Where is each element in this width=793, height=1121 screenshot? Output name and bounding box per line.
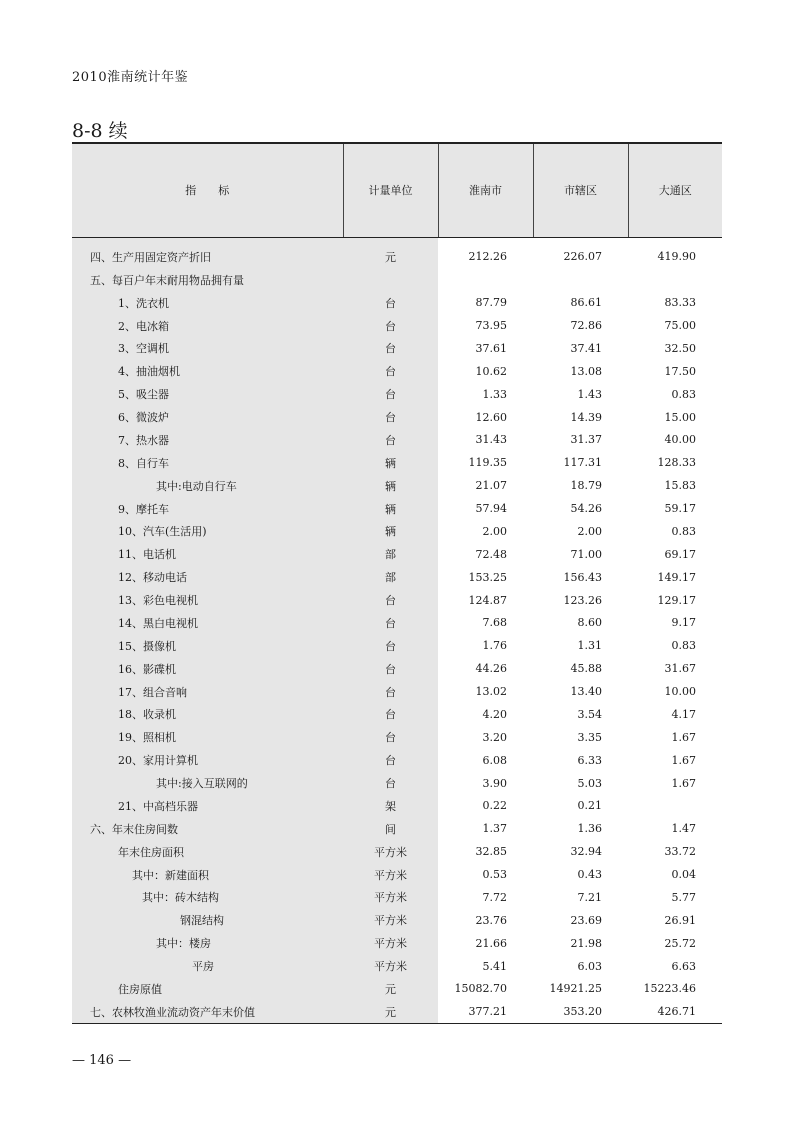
row-label: 七、农林牧渔业流动资产年末价值 (72, 1000, 343, 1023)
cell-huainan: 44.26 (475, 662, 507, 676)
column-header-datong: 大通区 (628, 143, 722, 237)
row-unit: 平方米 (343, 955, 438, 978)
cell-datong: 26.91 (664, 913, 696, 927)
row-unit: 台 (343, 314, 438, 337)
cell-shixiaqu: 3.35 (577, 730, 602, 744)
cell-datong: 0.83 (671, 524, 696, 538)
table-row (72, 451, 722, 474)
cell-shixiaqu: 8.60 (577, 616, 602, 630)
row-unit: 台 (343, 726, 438, 749)
table-row (72, 237, 722, 268)
cell-datong: 149.17 (657, 570, 696, 584)
row-unit: 台 (343, 749, 438, 772)
cell-datong: 15223.46 (643, 982, 696, 996)
cell-shixiaqu: 31.37 (570, 433, 602, 447)
cell-huainan: 7.72 (482, 890, 507, 904)
running-header: 2010淮南统计年鉴 (72, 70, 189, 85)
cell-shixiaqu: 23.69 (570, 913, 602, 927)
row-label: 2、电冰箱 (72, 314, 343, 337)
cell-shixiaqu: 1.31 (577, 639, 602, 653)
row-label: 平房 (72, 955, 343, 978)
row-label: 3、空调机 (72, 337, 343, 360)
row-label: 5、吸尘器 (72, 383, 343, 406)
cell-datong: 1.67 (671, 730, 696, 744)
cell-huainan: 87.79 (475, 296, 507, 310)
row-label: 7、热水器 (72, 429, 343, 452)
cell-datong: 0.04 (671, 868, 696, 882)
row-unit: 辆 (343, 520, 438, 543)
row-label: 钢混结构 (72, 909, 343, 932)
cell-huainan: 21.07 (475, 479, 507, 493)
cell-datong: 6.63 (671, 959, 696, 973)
row-label: 1、洗衣机 (72, 291, 343, 314)
cell-huainan: 72.48 (475, 547, 507, 561)
table-row (72, 360, 722, 383)
table-header-row (72, 143, 722, 237)
cell-datong: 9.17 (671, 616, 696, 630)
row-label: 住房原值 (72, 978, 343, 1001)
cell-datong: 69.17 (664, 547, 696, 561)
row-label: 其中：楼房 (72, 932, 343, 955)
cell-huainan: 119.35 (468, 456, 507, 470)
cell-datong: 15.00 (664, 410, 696, 424)
cell-huainan: 3.90 (482, 776, 507, 790)
row-unit: 台 (343, 429, 438, 452)
row-label: 16、影碟机 (72, 657, 343, 680)
cell-huainan: 23.76 (475, 913, 507, 927)
cell-huainan: 73.95 (475, 319, 507, 333)
cell-datong: 59.17 (664, 502, 696, 516)
table-row (72, 497, 722, 520)
table-row (72, 657, 722, 680)
cell-shixiaqu: 1.43 (577, 387, 602, 401)
row-unit: 平方米 (343, 909, 438, 932)
cell-huainan: 5.41 (482, 959, 507, 973)
cell-shixiaqu: 2.00 (577, 524, 602, 538)
cell-shixiaqu: 0.21 (577, 799, 602, 813)
row-unit: 平方米 (343, 863, 438, 886)
row-unit: 台 (343, 772, 438, 795)
cell-datong: 32.50 (664, 341, 696, 355)
row-unit: 台 (343, 337, 438, 360)
table-body (72, 237, 722, 1024)
table-row (72, 863, 722, 886)
cell-datong: 4.17 (671, 707, 696, 721)
row-label: 19、照相机 (72, 726, 343, 749)
cell-huainan: 37.61 (475, 341, 507, 355)
cell-shixiaqu: 226.07 (563, 250, 602, 264)
table-row (72, 337, 722, 360)
row-label: 12、移动电话 (72, 566, 343, 589)
row-label: 21、中高档乐器 (72, 795, 343, 818)
cell-shixiaqu: 6.33 (577, 753, 602, 767)
cell-shixiaqu: 123.26 (563, 593, 602, 607)
row-label: 11、电话机 (72, 543, 343, 566)
cell-shixiaqu: 156.43 (563, 570, 602, 584)
cell-datong (628, 268, 722, 291)
table-title: 8-8 续 (72, 120, 128, 142)
cell-shixiaqu: 14921.25 (549, 982, 602, 996)
table-row (72, 840, 722, 863)
cell-datong: 10.00 (664, 685, 696, 699)
cell-huainan: 212.26 (468, 250, 507, 264)
table-row (72, 612, 722, 635)
cell-datong: 1.67 (671, 776, 696, 790)
cell-datong: 40.00 (664, 433, 696, 447)
cell-huainan: 153.25 (468, 570, 507, 584)
column-header-unit: 计量单位 (343, 143, 438, 237)
table-row (72, 474, 722, 497)
row-label: 其中：新建面积 (72, 863, 343, 886)
cell-huainan: 12.60 (475, 410, 507, 424)
row-unit: 平方米 (343, 840, 438, 863)
cell-huainan: 0.22 (482, 799, 507, 813)
table-row (72, 749, 722, 772)
cell-huainan (438, 268, 533, 291)
row-unit: 辆 (343, 497, 438, 520)
table-row (72, 429, 722, 452)
cell-huainan: 57.94 (475, 502, 507, 516)
row-unit: 台 (343, 360, 438, 383)
statistics-table-container (72, 142, 722, 1024)
table-row (72, 772, 722, 795)
cell-huainan: 10.62 (475, 364, 507, 378)
cell-datong: 0.83 (671, 387, 696, 401)
cell-shixiaqu (533, 268, 628, 291)
cell-shixiaqu: 13.40 (570, 685, 602, 699)
row-label: 8、自行车 (72, 451, 343, 474)
cell-datong: 25.72 (664, 936, 696, 950)
cell-datong: 31.67 (664, 662, 696, 676)
row-unit: 辆 (343, 451, 438, 474)
row-unit: 元 (343, 978, 438, 1001)
cell-datong: 83.33 (664, 296, 696, 310)
cell-shixiaqu: 7.21 (577, 890, 602, 904)
cell-shixiaqu: 18.79 (570, 479, 602, 493)
cell-shixiaqu: 13.08 (570, 364, 602, 378)
cell-shixiaqu: 353.20 (533, 1000, 628, 1023)
cell-shixiaqu: 117.31 (563, 456, 602, 470)
table-row (72, 817, 722, 840)
cell-huainan: 0.53 (482, 868, 507, 882)
row-label: 14、黑白电视机 (72, 612, 343, 635)
row-label: 其中:电动自行车 (72, 474, 343, 497)
cell-huainan: 4.20 (482, 707, 507, 721)
row-label: 4、抽油烟机 (72, 360, 343, 383)
cell-shixiaqu: 72.86 (570, 319, 602, 333)
row-label: 年末住房面积 (72, 840, 343, 863)
cell-datong: 128.33 (657, 456, 696, 470)
row-label: 10、汽车(生活用) (72, 520, 343, 543)
table-row (72, 268, 722, 291)
cell-shixiaqu: 1.36 (577, 822, 602, 836)
row-unit: 平方米 (343, 932, 438, 955)
row-label: 18、收录机 (72, 703, 343, 726)
table-row (72, 680, 722, 703)
row-unit: 架 (343, 795, 438, 818)
row-label: 六、年末住房间数 (72, 817, 343, 840)
row-label: 20、家用计算机 (72, 749, 343, 772)
cell-datong: 419.90 (657, 250, 696, 264)
table-row (72, 406, 722, 429)
cell-huainan: 1.33 (482, 387, 507, 401)
row-unit: 元 (343, 1000, 438, 1023)
row-unit: 元 (343, 237, 438, 268)
table-row (72, 703, 722, 726)
cell-datong: 15.83 (664, 479, 696, 493)
table-row (72, 1000, 722, 1023)
cell-huainan: 377.21 (438, 1000, 533, 1023)
cell-huainan: 13.02 (475, 685, 507, 699)
cell-shixiaqu: 54.26 (570, 502, 602, 516)
cell-huainan: 1.37 (482, 822, 507, 836)
cell-huainan: 21.66 (475, 936, 507, 950)
cell-huainan: 124.87 (468, 593, 507, 607)
statistics-table (72, 142, 722, 1024)
cell-shixiaqu: 5.03 (577, 776, 602, 790)
row-unit: 台 (343, 406, 438, 429)
cell-shixiaqu: 37.41 (570, 341, 602, 355)
cell-datong: 17.50 (664, 364, 696, 378)
table-row (72, 589, 722, 612)
cell-huainan: 15082.70 (454, 982, 507, 996)
row-label: 15、摄像机 (72, 634, 343, 657)
column-header-shixiaqu: 市辖区 (533, 143, 628, 237)
row-unit: 台 (343, 680, 438, 703)
row-unit: 间 (343, 817, 438, 840)
page-number: — 146 — (72, 1053, 132, 1068)
cell-shixiaqu: 32.94 (570, 845, 602, 859)
row-label: 9、摩托车 (72, 497, 343, 520)
row-unit: 部 (343, 566, 438, 589)
row-label: 其中：砖木结构 (72, 886, 343, 909)
cell-shixiaqu: 21.98 (570, 936, 602, 950)
cell-datong: 1.47 (671, 822, 696, 836)
table-row (72, 634, 722, 657)
cell-huainan: 3.20 (482, 730, 507, 744)
table-row (72, 566, 722, 589)
row-label: 其中:接入互联网的 (72, 772, 343, 795)
cell-huainan: 2.00 (482, 524, 507, 538)
cell-datong: 1.67 (671, 753, 696, 767)
table-row (72, 932, 722, 955)
cell-shixiaqu: 3.54 (577, 707, 602, 721)
row-unit: 台 (343, 703, 438, 726)
table-row (72, 291, 722, 314)
cell-shixiaqu: 0.43 (577, 868, 602, 882)
row-unit: 台 (343, 634, 438, 657)
table-row (72, 543, 722, 566)
cell-datong: 129.17 (657, 593, 696, 607)
cell-huainan: 6.08 (482, 753, 507, 767)
cell-datong: 426.71 (628, 1000, 722, 1023)
cell-huainan: 31.43 (475, 433, 507, 447)
cell-datong: 5.77 (671, 890, 696, 904)
row-unit: 平方米 (343, 886, 438, 909)
table-row (72, 383, 722, 406)
cell-datong (628, 795, 722, 818)
column-header-indicator: 指 标 (72, 143, 343, 237)
column-header-huainan: 淮南市 (438, 143, 533, 237)
table-row (72, 520, 722, 543)
row-label: 17、组合音响 (72, 680, 343, 703)
row-unit: 台 (343, 291, 438, 314)
cell-huainan: 32.85 (475, 845, 507, 859)
table-row (72, 909, 722, 932)
cell-shixiaqu: 71.00 (570, 547, 602, 561)
cell-datong: 33.72 (664, 845, 696, 859)
table-row (72, 795, 722, 818)
table-row (72, 314, 722, 337)
table-row (72, 886, 722, 909)
cell-shixiaqu: 86.61 (570, 296, 602, 310)
cell-huainan: 1.76 (482, 639, 507, 653)
row-unit: 台 (343, 589, 438, 612)
row-label: 6、微波炉 (72, 406, 343, 429)
cell-shixiaqu: 14.39 (570, 410, 602, 424)
cell-shixiaqu: 6.03 (577, 959, 602, 973)
row-unit: 台 (343, 612, 438, 635)
row-label: 五、每百户年末耐用物品拥有量 (72, 268, 343, 291)
cell-datong: 75.00 (664, 319, 696, 333)
row-label: 13、彩色电视机 (72, 589, 343, 612)
table-row (72, 726, 722, 749)
table-row (72, 955, 722, 978)
row-unit: 台 (343, 383, 438, 406)
row-unit: 部 (343, 543, 438, 566)
row-unit (343, 268, 438, 291)
cell-datong: 0.83 (671, 639, 696, 653)
cell-shixiaqu: 45.88 (570, 662, 602, 676)
row-unit: 台 (343, 657, 438, 680)
cell-huainan: 7.68 (482, 616, 507, 630)
row-label: 四、生产用固定资产折旧 (72, 237, 343, 268)
table-row (72, 978, 722, 1001)
row-unit: 辆 (343, 474, 438, 497)
